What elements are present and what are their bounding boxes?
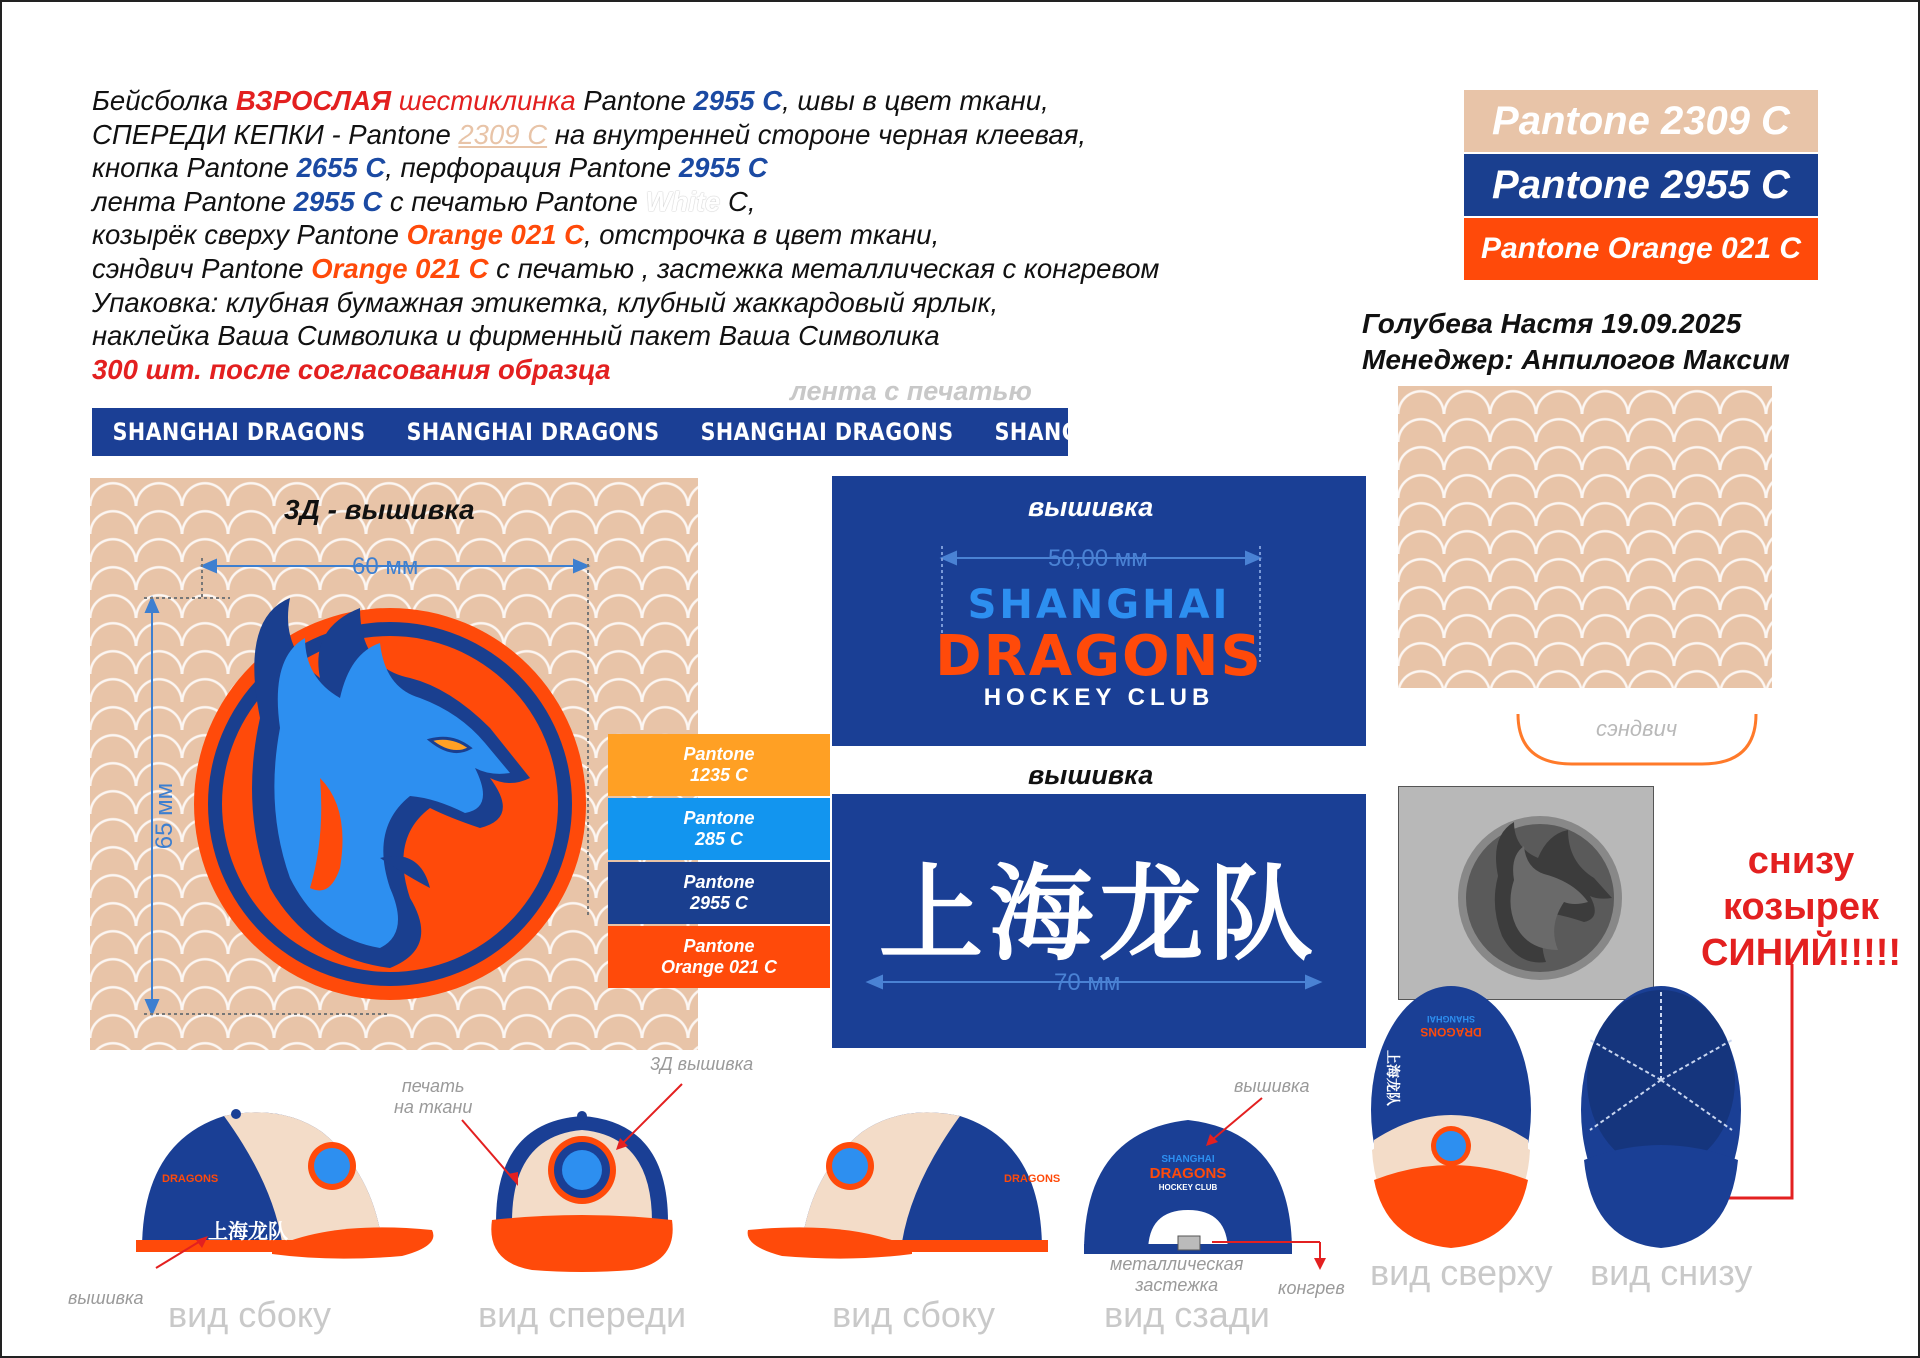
width-dimension-label: 60 мм <box>352 553 419 580</box>
pantone-2309-ref: 2309 C <box>458 118 548 150</box>
pantone-2955-ref: 2955 C <box>693 85 783 116</box>
pantone-2955-small-swatch <box>608 862 830 924</box>
view-label-side-2: вид сбоку <box>832 1294 996 1335</box>
width-guide-70mm <box>832 794 1366 1048</box>
logo-dragons-text: DRAGONS <box>935 624 1263 689</box>
spec-text-part: C, <box>720 185 756 217</box>
pantone-2955-ref: 2955 C <box>293 185 383 217</box>
embroidery-3d-callout: 3Д вышивка <box>650 1054 754 1074</box>
spec-text <box>92 84 1322 386</box>
swatch-code: 285 C <box>694 829 744 849</box>
callout-line: печать <box>401 1076 465 1096</box>
pantone-285-swatch <box>608 798 830 860</box>
spec-line-7: Упаковка: клубная бумажная этикетка, клубный жаккардовый ярлык, <box>92 286 999 318</box>
pantone-2655-ref: 2655 C <box>296 152 386 184</box>
spec-line-8: наклейка Ваша Символика и фирменный пакет Ваша Символика <box>92 320 940 352</box>
height-dimension-label: 65 мм <box>151 782 179 850</box>
pantone-orange-swatch: Pantone Orange 021 C <box>1464 218 1818 280</box>
swatch-label: Pantone <box>683 808 755 828</box>
view-label-front: вид спереди <box>478 1294 687 1335</box>
cap-dragons-text: DRAGONS <box>162 1173 219 1185</box>
cap-shanghai-text: SHANGHAI <box>1426 1014 1476 1024</box>
tape-text: SHANGHAI DRAGONS <box>700 418 954 446</box>
view-label-bottom: вид снизу <box>1590 1252 1753 1293</box>
cap-bottom-view <box>1576 980 1746 1250</box>
side-embroidery-callout: вышивка <box>68 1288 144 1308</box>
spec-text-part: , отстрочка в цвет ткани, <box>583 219 940 251</box>
spec-line-5 <box>92 218 1322 252</box>
spec-text-part: с печатью Pantone <box>382 185 646 217</box>
tape-text: SHANGHAI DRAGONS <box>994 418 1248 446</box>
dragon-emblem-drawing <box>90 478 698 1050</box>
cap-side-view-right <box>742 1102 1061 1262</box>
width-dimension-label: 70 мм <box>1054 969 1121 996</box>
author-date: Голубева Настя 19.09.2025 <box>1362 308 1742 339</box>
side-embroidery-arrow <box>152 1232 212 1272</box>
note-line: снизу <box>1747 840 1855 882</box>
embroidery-title: вышивка <box>1028 760 1154 790</box>
swatch-label: Pantone <box>683 744 755 764</box>
spec-line-1 <box>92 84 1322 118</box>
pantone-2955-ref: 2955 C <box>678 152 768 184</box>
logo-hockey-club-text: HOCKEY CLUB <box>983 684 1215 711</box>
front-callout-arrows <box>452 1078 702 1188</box>
emboss-callout: конгрев <box>1278 1278 1345 1298</box>
spec-text-part: , швы в цвет ткани, <box>782 85 1049 116</box>
sandwich-label: сэндвич <box>1596 716 1678 741</box>
pantone-white-ref: White <box>645 185 721 217</box>
pantone-1235-swatch <box>608 734 830 796</box>
callout-line: застежка <box>1135 1275 1219 1295</box>
spec-text-part: СПЕРЕДИ КЕПКИ - Pantone <box>92 118 459 150</box>
manager-name: Менеджер: Анпилогов Максим <box>1362 344 1790 375</box>
cap-dragons-text: DRAGONS <box>1420 1025 1482 1039</box>
width-dimension-label: 50,00 мм <box>1048 545 1148 572</box>
spec-text-part: козырёк сверху Pantone <box>92 219 407 251</box>
spec-text-part: Pantone <box>575 85 694 116</box>
callout-line: металлическая <box>1110 1254 1244 1274</box>
embroidery-3d-title: 3Д - вышивка <box>284 494 475 525</box>
pantone-2309-swatch: Pantone 2309 C <box>1464 90 1818 152</box>
tape-text: SHANGHAI DRAGONS <box>406 418 660 446</box>
swatch-label: Pantone <box>683 936 755 956</box>
tape-text: SHANGHAI DRAGONS <box>112 418 366 446</box>
back-callout-arrows <box>1149 1092 1332 1272</box>
spec-line-2 <box>92 118 1322 152</box>
swatch-label: Pantone <box>683 872 755 892</box>
logo-shanghai-text: SHANGHAI <box>967 582 1231 628</box>
tape-caption: лента с печатью <box>790 376 1032 406</box>
spec-text-part: сэндвич Pantone <box>92 252 312 284</box>
note-line: СИНИЙ!!!!! <box>1700 932 1902 974</box>
embroidery-title: вышивка <box>1028 492 1154 522</box>
cap-shanghai-text: SHANGHAI <box>1161 1154 1215 1165</box>
cap-hockey-club-text: HOCKEY CLUB <box>1158 1183 1218 1192</box>
view-label-back: вид сзади <box>1104 1294 1270 1335</box>
spec-text-part: кнопка Pantone <box>92 152 297 184</box>
swatch-code: Orange 021 C <box>660 957 778 977</box>
spec-line-4 <box>92 185 1322 219</box>
six-panel-text: шестиклинка <box>391 85 576 116</box>
cap-dragons-text: DRAGONS <box>1149 1165 1227 1182</box>
spec-text-part: с печатью , застежка металлическая с конгревом <box>488 252 1160 284</box>
back-embroidery-callout: вышивка <box>1234 1076 1310 1096</box>
pantone-2955-swatch: Pantone 2955 C <box>1464 154 1818 216</box>
printed-tape <box>92 408 1248 456</box>
metal-clasp-callout <box>1110 1254 1243 1296</box>
quantity-note: 300 шт. после согласования образца <box>92 353 611 385</box>
cap-hanzi-text: 上海龙队 <box>208 1221 288 1243</box>
underbrim-color-note <box>1686 838 1916 976</box>
chinese-team-name: 上海龙队 <box>878 857 1319 973</box>
pantone-orange-ref: Orange 021 C <box>406 219 584 251</box>
note-line: козырек <box>1723 886 1879 928</box>
cap-dragons-text: DRAGONS <box>1004 1173 1061 1185</box>
cap-top-view <box>1366 980 1536 1250</box>
spec-text-part: лента Pantone <box>92 185 294 217</box>
spec-line-6 <box>92 252 1322 286</box>
spec-line-3 <box>92 151 1322 185</box>
spec-text-part: , перфорация Pantone <box>385 152 679 184</box>
author-block <box>1362 306 1790 378</box>
spec-text-part: на внутренней стороне черная клеевая, <box>547 118 1087 150</box>
swatch-code: 1235 C <box>689 765 749 785</box>
swatch-code: 2955 C <box>689 893 749 913</box>
view-label-top: вид сверху <box>1370 1252 1553 1293</box>
view-label-side: вид сбоку <box>168 1294 332 1335</box>
adult-highlight: ВЗРОСЛАЯ <box>235 85 392 116</box>
cap-hanzi-text: 上海龙队 <box>1385 1050 1401 1106</box>
dragon-emblem <box>194 598 586 1000</box>
callout-line: на ткани <box>394 1097 473 1117</box>
spec-text-part: Бейсболка <box>92 85 236 116</box>
pantone-orange-small-swatch <box>608 926 830 988</box>
scale-pattern-swatch <box>1398 386 1772 688</box>
pantone-orange-ref: Orange 021 C <box>311 252 489 284</box>
emboss-emblem <box>1398 786 1654 1000</box>
